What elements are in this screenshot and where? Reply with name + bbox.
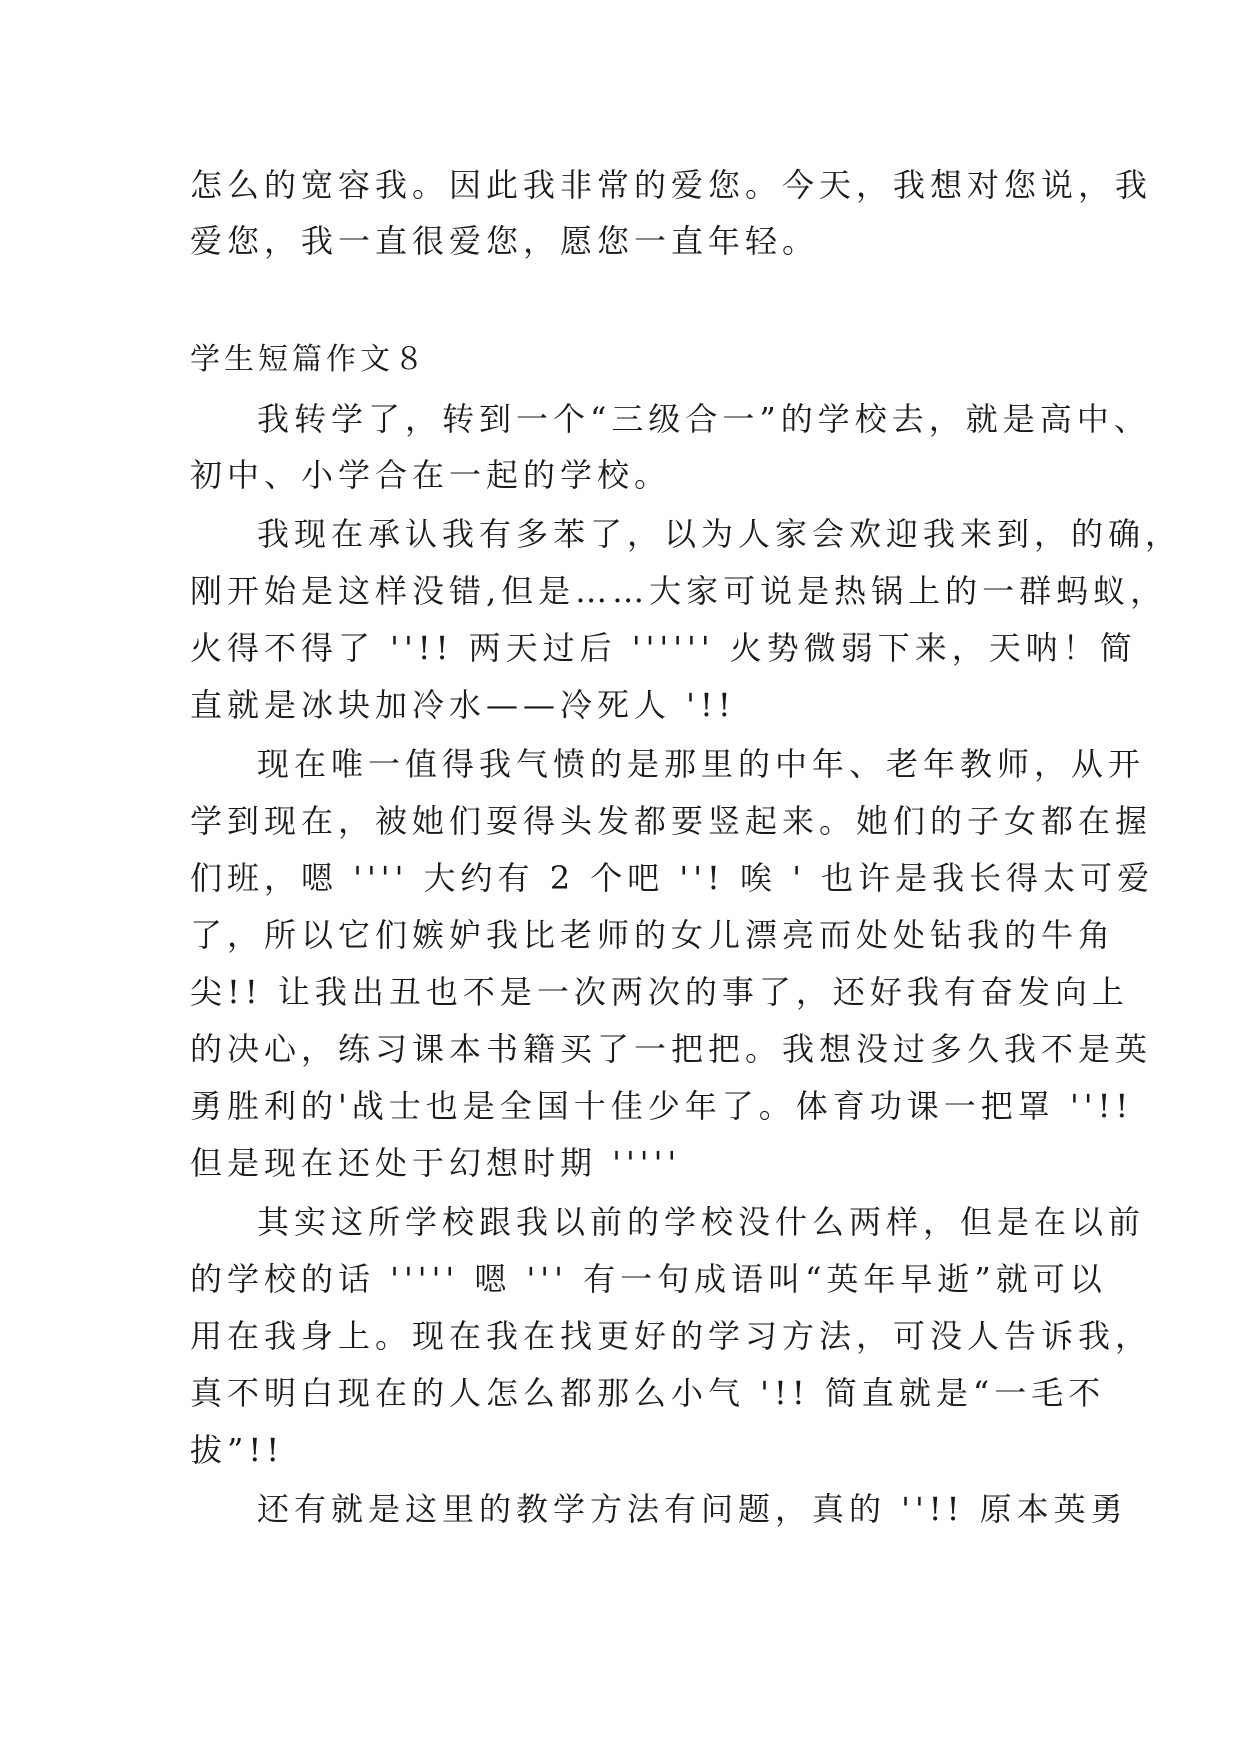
paragraph-line: 了，所以它们嫉妒我比老师的女儿漂亮而处处钻我的牛角 [190, 916, 1116, 954]
text-line: 爱您，我一直很爱您，愿您一直年轻。 [190, 222, 820, 260]
paragraph-line: 的学校的话 ''''' 嗯 ''' 有一句成语叫“英年早逝”就可以 [190, 1260, 1107, 1298]
paragraph-line: 的决心，练习课本书籍买了一把把。我想没过多久我不是英 [190, 1030, 1153, 1068]
paragraph-line: 其实这所学校跟我以前的学校没什么两样，但是在以前 [257, 1203, 1146, 1241]
paragraph-line: 刚开始是这样没错,但是……大家可说是热锅上的一群蚂蚁， [190, 572, 1168, 610]
paragraph-line: 初中、小学合在一起的学校。 [190, 456, 672, 494]
paragraph-line: 火得不得了 ''!! 两天过后 '''''' 火势微弱下来，天呐！简 [190, 629, 1137, 667]
text-line: 怎么的宽容我。因此我非常的爱您。今天，我想对您说，我 [190, 166, 1153, 204]
paragraph-line: 拔”!! [190, 1431, 285, 1469]
paragraph-line: 我转学了，转到一个“三级合一”的学校去，就是高中、 [257, 400, 1151, 438]
paragraph-line: 真不明白现在的人怎么都那么小气 '!! 简直就是“一毛不 [190, 1374, 1106, 1412]
paragraph-line: 学到现在，被她们耍得头发都要竖起来。她们的子女都在握 [190, 802, 1153, 840]
paragraph-line: 还有就是这里的教学方法有问题，真的 ''!! 原本英勇 [257, 1490, 1128, 1528]
paragraph-line: 直就是冰块加冷水——冷死人 '!! [190, 686, 736, 724]
paragraph-line: 用在我身上。现在我在找更好的学习方法，可没人告诉我， [190, 1317, 1153, 1355]
paragraph-line: 我现在承认我有多苯了，以为人家会欢迎我来到，的确， [257, 515, 1183, 553]
paragraph-line: 勇胜利的'战士也是全国十佳少年了。体育功课一把罩 ''!! [190, 1087, 1134, 1125]
paragraph-line: 尖!! 让我出丑也不是一次两次的事了，还好我有奋发向上 [190, 973, 1129, 1011]
paragraph-line: 但是现在还处于幻想时期 ''''' [190, 1144, 682, 1182]
paragraph-line: 现在唯一值得我气愤的是那里的中年、老年教师，从开 [257, 745, 1146, 783]
paragraph-line: 们班，嗯 '''' 大约有 2 个吧 ''! 唉 ' 也许是我长得太可爱 [190, 859, 1155, 897]
section-heading: 学生短篇作文８ [190, 342, 428, 377]
